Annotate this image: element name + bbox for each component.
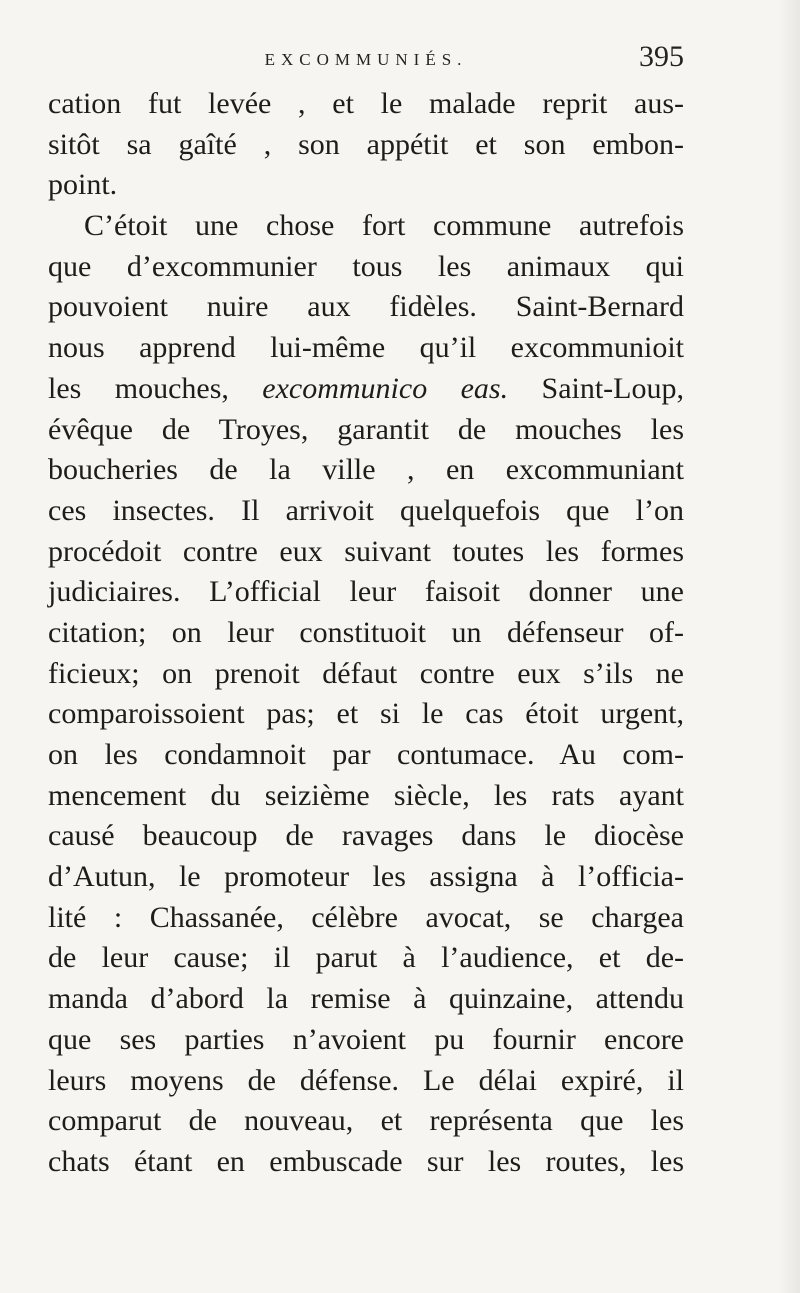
text-line: sitôt sa gaîté , son appétit et son embon- [48, 127, 684, 161]
text-line: de leur cause; il parut à l’audience, et de- [48, 941, 684, 975]
text-line: chats étant en embuscade sur les routes, les [48, 1144, 684, 1178]
text-line: pouvoient nuire aux fidèles. Saint-Bernard [48, 290, 684, 324]
text-line: ficieux; on prenoit défaut contre eux s’ils ne [48, 656, 684, 690]
text-line: leurs moyens de défense. Le délai expiré, il [48, 1063, 684, 1097]
text-line: C’étoit une chose fort commune autrefois [84, 209, 684, 243]
body-text [48, 84, 684, 1183]
italic-quotation: excommunico eas. [262, 371, 509, 405]
text-line: que ses parties n’avoient pu fournir encore [48, 1022, 684, 1056]
text-line: ces insectes. Il arrivoit quelquefois que l’on [48, 493, 684, 527]
running-head: EXCOMMUNIÉS. [264, 50, 468, 69]
text-line: procédoit contre eux suivant toutes les formes [48, 534, 684, 568]
text-line: nous apprend lui-même qu’il excommunioit [48, 331, 684, 365]
text-line: judiciaires. L’official leur faisoit donner une [48, 575, 684, 609]
text-line: point. [48, 168, 118, 202]
text-line: cation fut levée , et le malade reprit aus- [48, 87, 684, 120]
text-line: causé beaucoup de ravages dans le diocèse [48, 819, 684, 853]
text-line: lité : Chassanée, célèbre avocat, se chargea [48, 900, 684, 934]
text-line: boucheries de la ville , en excommuniant [48, 453, 684, 487]
page-number: 395 [639, 40, 684, 73]
text-line: que d’excommunier tous les animaux qui [48, 249, 684, 283]
text-line-with-italic [48, 369, 684, 410]
text-line: citation; on leur constituoit un défenseur of- [48, 615, 684, 649]
page-header [48, 40, 684, 84]
text-line: on les condamnoit par contumace. Au com- [48, 738, 684, 771]
text-segment: Saint-Loup, [541, 371, 685, 405]
text-line: mencement du seizième siècle, les rats ayant [48, 778, 684, 812]
text-line: d’Autun, le promoteur les assigna à l’officia- [48, 860, 684, 894]
text-line: évêque de Troyes, garantit de mouches les [48, 412, 684, 446]
text-segment: les mouches, [48, 371, 229, 405]
text-line: comparut de nouveau, et représenta que les [48, 1104, 684, 1138]
text-line: manda d’abord la remise à quinzaine, attendu [48, 982, 684, 1016]
text-line: comparoissoient pas; et si le cas étoit urgent, [48, 697, 684, 731]
